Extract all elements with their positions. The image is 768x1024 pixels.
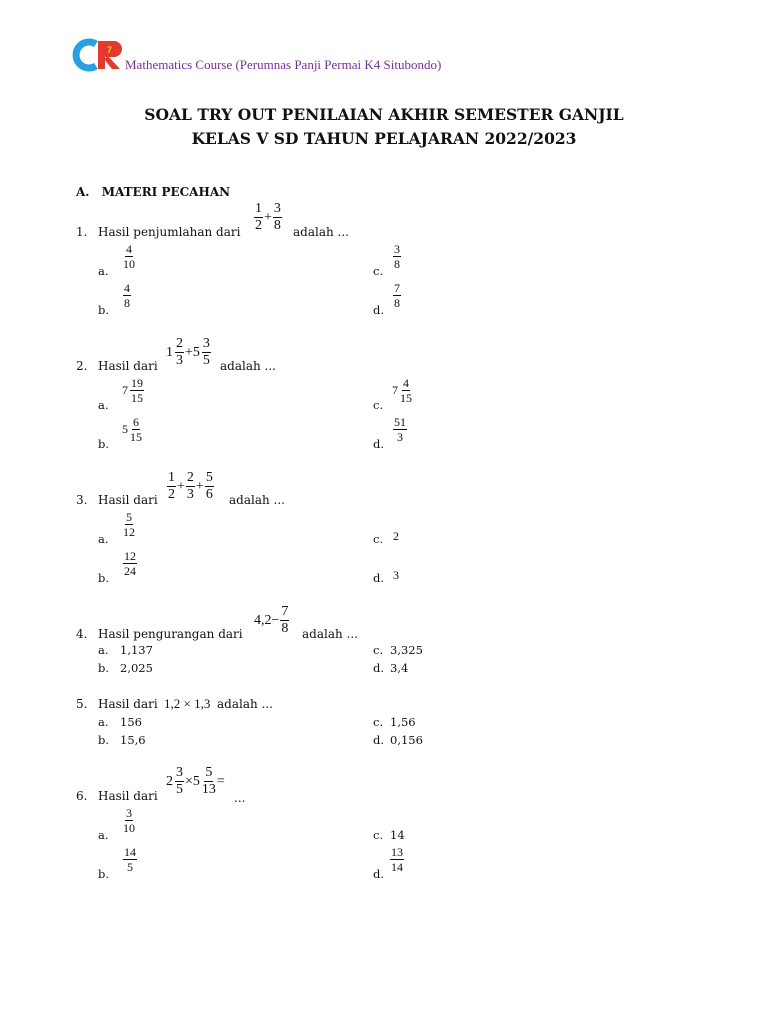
question-suffix: adalah ...	[302, 627, 358, 641]
option-label[interactable]: c.	[373, 532, 384, 546]
option-label[interactable]: d.	[373, 867, 385, 881]
question-expression: 1 $\frac{2}{3}$ + 5 $\frac{3}{5}$	[166, 336, 210, 368]
question-number: 2.	[76, 359, 88, 373]
section-heading	[76, 185, 230, 199]
question-prefix: Hasil pengurangan dari	[98, 627, 243, 641]
logo	[70, 38, 126, 72]
option-label[interactable]: a.	[98, 264, 109, 278]
option-value[interactable]: $\frac{14}{5}$	[124, 845, 136, 874]
option-value[interactable]: 2,025	[120, 661, 153, 675]
question-number: 1.	[76, 225, 88, 239]
option-label[interactable]: b.	[98, 571, 110, 585]
title-line-1: SOAL TRY OUT PENILAIAN AKHIR SEMESTER GANJIL	[144, 105, 624, 124]
question-number: 6.	[76, 789, 88, 803]
option-label[interactable]: c.	[373, 643, 384, 657]
option-value[interactable]: 7 $\frac{19}{15}$	[122, 376, 143, 405]
option-value[interactable]: 156	[120, 715, 142, 729]
option-label[interactable]: b.	[98, 303, 110, 317]
option-value[interactable]: 1,137	[120, 643, 153, 657]
option-value[interactable]: 5 $\frac{6}{15}$	[122, 415, 142, 444]
section-name: MATERI PECAHAN	[101, 185, 231, 199]
question-number: 3.	[76, 493, 88, 507]
question-prefix: Hasil dari	[98, 697, 158, 711]
question-expression: 2 $\frac{3}{5}$ × 5 $\frac{5}{13}$ =	[166, 765, 225, 797]
option-label[interactable]: a.	[98, 828, 109, 842]
question-expression: $\frac{1}{2}$ + $\frac{2}{3}$ + $\frac{5}{6}$	[168, 470, 213, 502]
question-suffix: ...	[234, 791, 246, 805]
question-expression: $\frac{1}{2}$ + $\frac{3}{8}$	[255, 201, 281, 233]
question-expression: 4,2 − $\frac{7}{8}$	[254, 604, 289, 636]
option-value[interactable]: $\frac{3}{10}$	[123, 806, 135, 835]
option-label[interactable]: d.	[373, 303, 385, 317]
option-value[interactable]: $\frac{51}{3}$	[394, 415, 406, 444]
question-suffix: adalah ...	[220, 359, 276, 373]
option-value[interactable]: 7 $\frac{4}{15}$	[392, 376, 412, 405]
option-value[interactable]: $\frac{4}{10}$	[123, 242, 135, 271]
option-value[interactable]: $\frac{5}{12}$	[123, 510, 135, 539]
option-label[interactable]: a.	[98, 715, 109, 729]
question-prefix: Hasil dari	[98, 789, 158, 803]
option-label[interactable]: d.	[373, 437, 385, 451]
course-name: Mathematics Course (Perumnas Panji Permai K4 Situbondo)	[125, 57, 442, 72]
question-suffix: adalah ...	[217, 697, 273, 711]
option-value[interactable]: 1,56	[390, 715, 416, 729]
option-label[interactable]: d.	[373, 571, 385, 585]
option-value[interactable]: $\frac{3}{8}$	[394, 242, 400, 271]
option-label[interactable]: b.	[98, 661, 110, 675]
question-number: 5.	[76, 697, 88, 711]
option-value[interactable]: 15,6	[120, 733, 146, 747]
option-label[interactable]: b.	[98, 437, 110, 451]
question-prefix: Hasil dari	[98, 493, 158, 507]
option-label[interactable]: a.	[98, 643, 109, 657]
option-value[interactable]: $\frac{4}{8}$	[124, 281, 130, 310]
question-prefix: Hasil dari	[98, 359, 158, 373]
option-value[interactable]: $\frac{7}{8}$	[394, 281, 400, 310]
option-value[interactable]: 14	[390, 828, 405, 842]
option-label[interactable]: c.	[373, 264, 384, 278]
logo-icon	[70, 38, 126, 72]
title-line-2: KELAS V SD TAHUN PELAJARAN 2022/2023	[191, 129, 577, 148]
question-suffix: adalah ...	[293, 225, 349, 239]
option-value[interactable]: 2	[393, 529, 399, 543]
option-label[interactable]: d.	[373, 733, 385, 747]
option-label[interactable]: c.	[373, 398, 384, 412]
option-label[interactable]: b.	[98, 867, 110, 881]
option-label[interactable]: b.	[98, 733, 110, 747]
option-label[interactable]: c.	[373, 715, 384, 729]
question-suffix: adalah ...	[229, 493, 285, 507]
option-value[interactable]: 3,325	[390, 643, 423, 657]
option-value[interactable]: $\frac{12}{24}$	[124, 549, 136, 578]
section-label: A.	[76, 185, 90, 199]
option-value[interactable]: $\frac{13}{14}$	[391, 845, 403, 874]
option-label[interactable]: a.	[98, 532, 109, 546]
option-label[interactable]: a.	[98, 398, 109, 412]
question-prefix: Hasil penjumlahan dari	[98, 225, 241, 239]
option-value[interactable]: 3	[393, 568, 399, 582]
option-value[interactable]: 3,4	[390, 661, 409, 675]
question-expression: 1,2 × 1,3	[164, 696, 211, 711]
logo-badge: 7	[107, 45, 113, 55]
option-value[interactable]: 0,156	[390, 733, 423, 747]
option-label[interactable]: c.	[373, 828, 384, 842]
option-label[interactable]: d.	[373, 661, 385, 675]
question-number: 4.	[76, 627, 88, 641]
